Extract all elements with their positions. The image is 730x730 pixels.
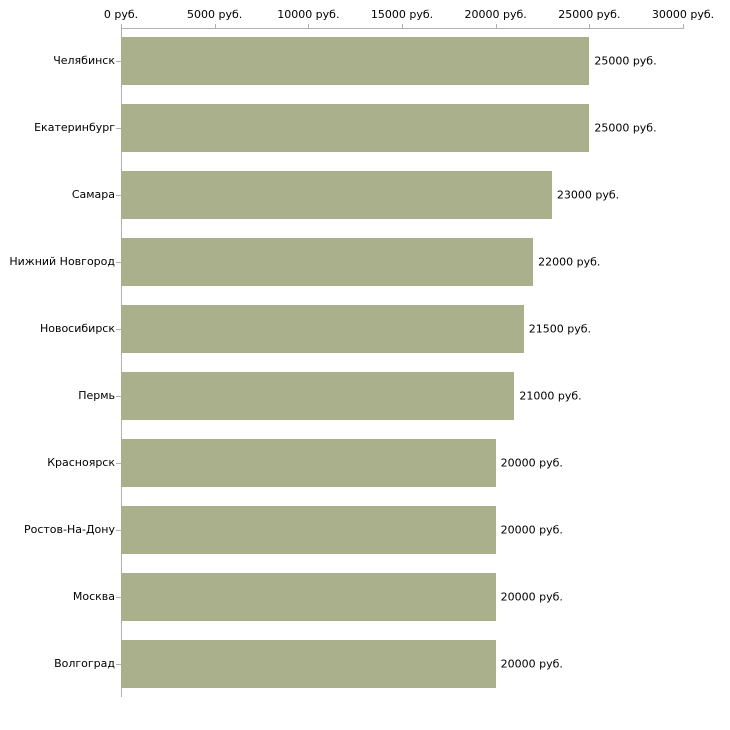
x-tick-label: 25000 руб. xyxy=(558,8,621,21)
bar[interactable] xyxy=(121,573,496,621)
bar-row xyxy=(121,238,683,286)
bar[interactable] xyxy=(121,372,514,420)
bar[interactable] xyxy=(121,104,589,152)
x-tick-label: 10000 руб. xyxy=(277,8,340,21)
bar-row xyxy=(121,640,683,688)
x-tick-label: 20000 руб. xyxy=(464,8,527,21)
bar-row xyxy=(121,506,683,554)
bar-row xyxy=(121,104,683,152)
x-tick-label: 0 руб. xyxy=(103,8,139,21)
bar-row xyxy=(121,372,683,420)
y-category-label: Нижний Новгород xyxy=(9,255,115,269)
bar[interactable] xyxy=(121,640,496,688)
bar-value-label: 21500 руб. xyxy=(528,322,592,336)
plot-area xyxy=(121,28,683,697)
bar-value-label: 20000 руб. xyxy=(500,657,563,671)
bar-value-label: 20000 руб. xyxy=(500,523,563,537)
y-category-label: Новосибирск xyxy=(39,322,115,336)
bar-value-label: 25000 руб. xyxy=(594,54,657,68)
y-category-label: Москва xyxy=(72,589,115,603)
y-category-label: Волгоград xyxy=(54,656,115,670)
y-category-label: Пермь xyxy=(78,388,115,402)
bar[interactable] xyxy=(121,238,533,286)
x-tick-mark xyxy=(683,24,684,29)
bar-value-label: 20000 руб. xyxy=(500,590,563,604)
bar-row xyxy=(121,171,683,219)
bar-value-label: 25000 руб. xyxy=(594,121,657,135)
bar-row xyxy=(121,305,683,353)
bar[interactable] xyxy=(121,305,524,353)
x-tick-label: 5000 руб. xyxy=(187,8,243,21)
bar-row xyxy=(121,573,683,621)
bar[interactable] xyxy=(121,171,552,219)
y-category-label: Самара xyxy=(71,188,115,202)
bar-value-label: 20000 руб. xyxy=(500,456,563,470)
y-category-label: Ростов-На-Дону xyxy=(23,522,115,536)
y-category-label: Екатеринбург xyxy=(34,121,115,135)
bar[interactable] xyxy=(121,506,496,554)
bar-value-label: 22000 руб. xyxy=(538,255,601,269)
y-category-label: Красноярск xyxy=(47,455,115,469)
bar[interactable] xyxy=(121,439,496,487)
y-category-label: Челябинск xyxy=(53,54,115,68)
bar-value-label: 23000 руб. xyxy=(556,188,620,202)
bar-row xyxy=(121,439,683,487)
x-tick-label: 30000 руб. xyxy=(651,8,715,21)
bar[interactable] xyxy=(121,37,589,85)
x-tick-label: 15000 руб. xyxy=(370,8,434,21)
bar-row xyxy=(121,37,683,85)
bar-value-label: 21000 руб. xyxy=(519,389,582,403)
